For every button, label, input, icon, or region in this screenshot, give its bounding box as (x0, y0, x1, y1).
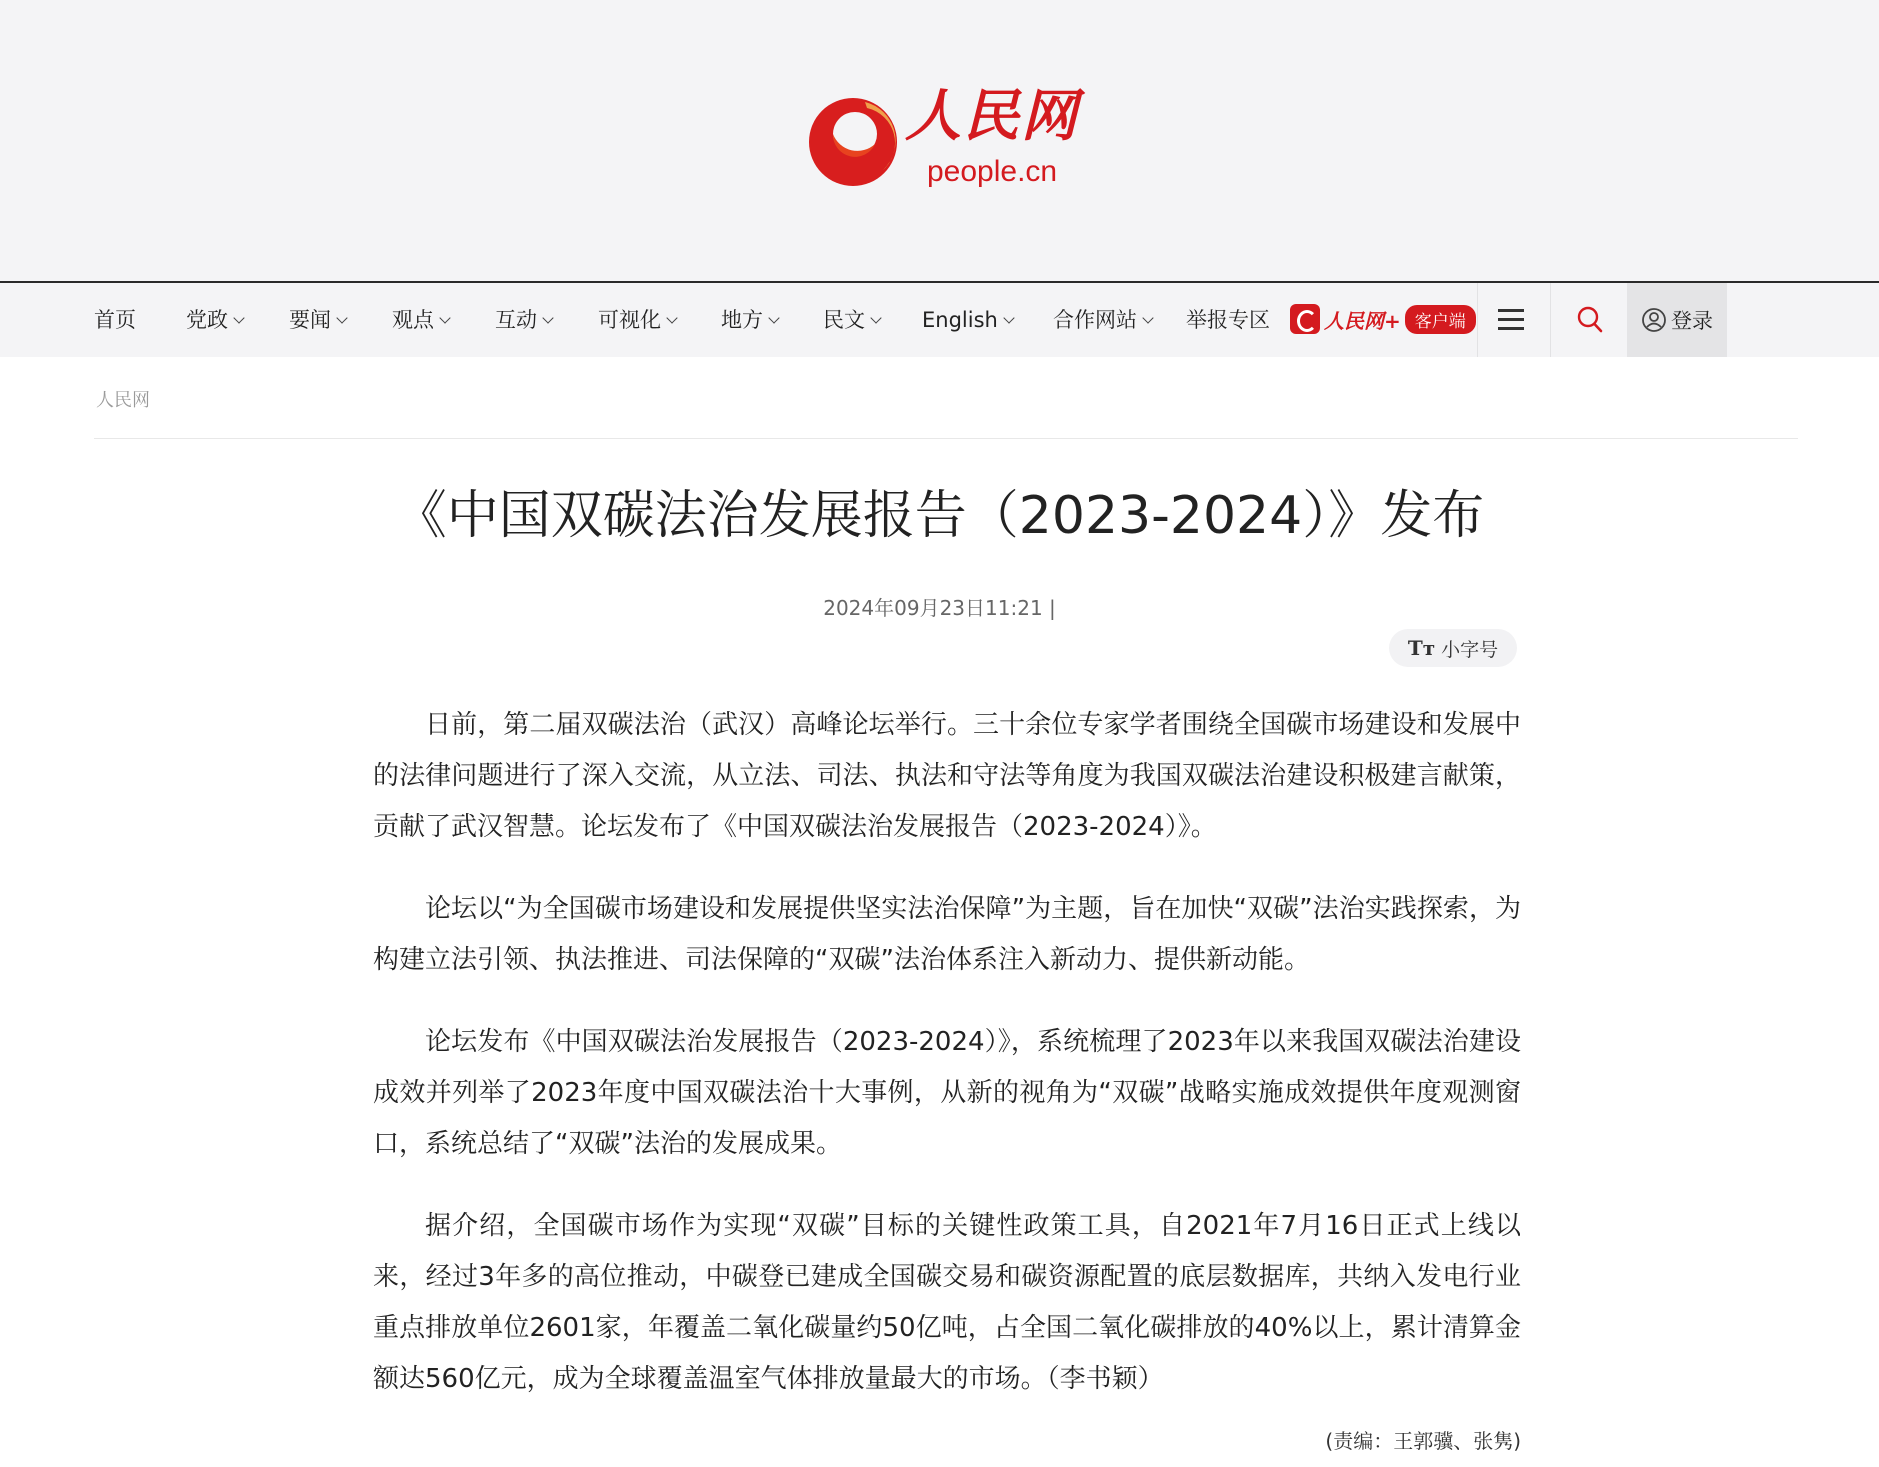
font-size-toggle[interactable]: Tт 小字号 (1389, 629, 1517, 667)
paragraph: 论坛发布《中国双碳法治发展报告（2023-2024）》，系统梳理了2023年以来我国双碳法治建设成效并列举了2023年度中国双碳法治十大事例，从新的视角为“双碳”战略实施成效提供年度观测窗口，系统总结了“双碳”法治的发展成果。 (373, 1027, 1521, 1159)
nav-item-local[interactable]: 地方 (721, 307, 778, 333)
chevron-down-icon (233, 312, 244, 323)
nav-item-home[interactable]: 首页 (94, 308, 136, 332)
publish-date: 2024年09月23日11:21 | (823, 596, 1056, 620)
app-logo-icon (1290, 304, 1320, 334)
nav-item-news[interactable]: 要闻 (289, 307, 346, 333)
nav-item-minority[interactable]: 民文 (823, 307, 880, 333)
menu-icon[interactable] (1498, 309, 1524, 331)
nav-item-interact[interactable]: 互动 (495, 307, 552, 333)
editor-credit: (责编：王郭骥、张隽) (1325, 1429, 1521, 1453)
nav-item-partners[interactable]: 合作网站 (1053, 307, 1152, 333)
article-body (373, 700, 1521, 1454)
main-nav (0, 283, 1879, 357)
login-button[interactable]: 登录 (1627, 283, 1727, 357)
chevron-down-icon (666, 312, 677, 323)
nav-item-report[interactable]: 举报专区 (1186, 308, 1270, 332)
nav-item-party[interactable]: 党政 (186, 307, 243, 333)
chevron-down-icon (542, 312, 553, 323)
paragraph: 据介绍，全国碳市场作为实现“双碳”目标的关键性政策工具，自2021年7月16日正式上线以来，经过3年多的高位推动，中碳登已建成全国碳交易和碳资源配置的底层数据库，共纳入发电行业重点排放单位2601家，年覆盖二氧化碳量约50亿吨，占全国二氧化碳排放的40%以上，累计清算金额达560亿元，成为全球覆盖温室气体排放量最大的市场。（李书颖） (373, 1211, 1521, 1394)
nav-separator (1477, 283, 1478, 357)
chevron-down-icon (870, 312, 881, 323)
chevron-down-icon (336, 312, 347, 323)
user-icon (1641, 307, 1667, 333)
breadcrumb[interactable]: 人民网 (96, 390, 150, 411)
divider (94, 438, 1798, 439)
header-banner (0, 0, 1879, 281)
paragraph: 论坛以“为全国碳市场建设和发展提供坚实法治保障”为主题，旨在加快“双碳”法治实践探索，为构建立法引领、执法推进、司法保障的“双碳”法治体系注入新动力、提供新动能。 (373, 894, 1521, 975)
chevron-down-icon (1142, 312, 1153, 323)
nav-separator (1550, 283, 1551, 357)
logo-emblem-icon (805, 90, 905, 190)
chevron-down-icon (439, 312, 450, 323)
paragraph: 日前，第二届双碳法治（武汉）高峰论坛举行。三十余位专家学者围绕全国碳市场建设和发展中的法律问题进行了深入交流，从立法、司法、执法和守法等角度为我国双碳法治建设积极建言献策，贡献了武汉智慧。论坛发布了《中国双碳法治发展报告（2023-2024）》。 (373, 710, 1521, 842)
people-cn-logo[interactable] (805, 83, 1087, 192)
nav-item-opinion[interactable]: 观点 (392, 307, 449, 333)
chevron-down-icon (768, 312, 779, 323)
article-title: 《中国双碳法治发展报告（2023-2024）》发布 (394, 486, 1485, 546)
app-download-link[interactable]: 人民网+ 客户端 (1290, 303, 1476, 335)
logo-domain: people.cn (927, 155, 1058, 188)
logo-wordmark: 人民网 (905, 83, 1079, 149)
chevron-down-icon (1003, 312, 1014, 323)
nav-item-visual[interactable]: 可视化 (598, 307, 676, 333)
font-size-icon: Tт (1407, 636, 1436, 660)
nav-item-english[interactable]: English (922, 307, 1013, 333)
search-icon[interactable] (1576, 305, 1604, 335)
